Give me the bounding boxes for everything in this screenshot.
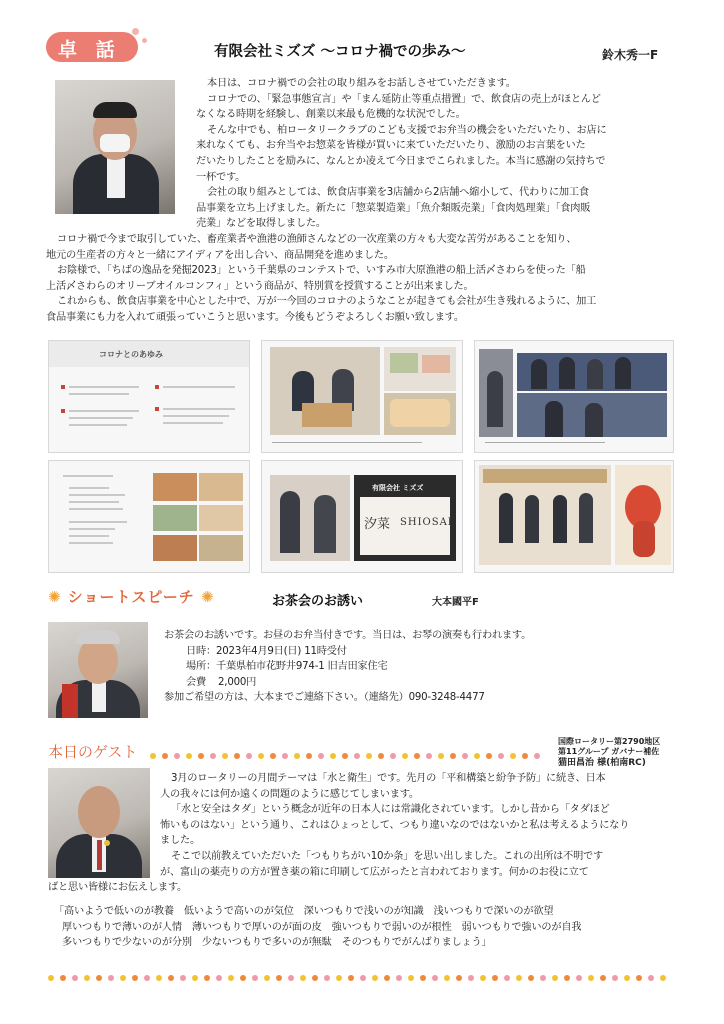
dot: [504, 975, 510, 981]
dot: [534, 753, 540, 759]
dot: [480, 975, 486, 981]
quote-line: 「高いようで低いのが教養 低いようで高いのが気位 深いつもりで浅いのが知識 浅いつもりで深いのが欲望: [54, 906, 554, 917]
dot: [252, 975, 258, 981]
text-line: お茶会のお誘いです。お昼のお弁当付きです。当日は、お琴の演奏も行われます。: [164, 630, 532, 641]
dot: [228, 975, 234, 981]
dot: [624, 975, 630, 981]
dot: [396, 975, 402, 981]
dot: [234, 753, 240, 759]
badge-label: ショートスピーチ: [67, 588, 195, 606]
sparkle-icon: ✺: [194, 588, 215, 606]
fee-value: 2,000円: [218, 676, 257, 688]
guest-role: 第11グループ ガバナー補佐: [558, 747, 660, 756]
dot: [324, 975, 330, 981]
guest-body-tail: [48, 880, 187, 896]
text-line: 売業」などを取得しました。: [196, 218, 326, 230]
dot: [288, 975, 294, 981]
badge-dot: [142, 38, 147, 43]
dot: [144, 975, 150, 981]
decorative-dots: [48, 966, 672, 976]
dot: [474, 753, 480, 759]
dot: [564, 975, 570, 981]
section-badge-short-speech: [48, 586, 215, 607]
contact-line: 参加ご希望の方は、大本までご連絡下さい。（連絡先）090-3248-4477: [164, 692, 485, 704]
place-value: 千葉県柏市花野井974-1 旧吉田家住宅: [215, 661, 388, 673]
slide-thumbnail: [48, 460, 250, 573]
quote-block: [54, 904, 581, 951]
dot: [120, 975, 126, 981]
dot: [270, 753, 276, 759]
dot: [402, 753, 408, 759]
text-line: 一杯です。: [196, 171, 246, 183]
article-body-top: [196, 76, 607, 232]
badge-dot: [132, 28, 139, 35]
text-line: そこで以前教えていただいた「つもりちがい10か条」を思い出しました。これの出所は不明です: [171, 850, 604, 862]
dot: [492, 975, 498, 981]
dot: [210, 753, 216, 759]
dot: [198, 753, 204, 759]
dot: [156, 975, 162, 981]
speaker-photo: [48, 622, 148, 718]
text-line: なくなる時期を経験し、創業以来最も危機的な状況でした。: [196, 109, 466, 121]
dot: [96, 975, 102, 981]
text-line: だいたりしたことを励みに、なんとか凌えて今日までこられました。本当に感謝の気持ちで: [196, 155, 606, 167]
article-title: 有限会社ミズズ ～コロナ禍での歩み～: [214, 44, 466, 60]
slide-thumbnail: [48, 340, 250, 453]
speaker-name: 鈴木秀一F: [602, 48, 659, 62]
speech-body: [164, 628, 531, 706]
slide-company-name: 有限会社 ミズズ: [372, 484, 424, 492]
dot: [330, 753, 336, 759]
dot: [336, 975, 342, 981]
dot: [306, 753, 312, 759]
text-line: 本日は、コロナ禍での会社の取り組みをお話しさせていただきます。: [207, 78, 516, 89]
quote-line: 多いつもりで少ないのが分別 少ないつもりで多いのが無駄 そのつもりでがんばりましょう」: [62, 937, 492, 949]
text-line: 「水と安全はタダ」という概念が近年の日本人には常識化されています。しかし昔から「タダほど: [171, 804, 610, 816]
dot: [60, 975, 66, 981]
dot: [522, 753, 528, 759]
text-line: コロナでの、「緊急事態宣言」や「まん延防止等重点措置」で、飲食店の売上がほとんど: [207, 93, 601, 105]
dot: [294, 753, 300, 759]
slide-thumbnail: [261, 460, 463, 573]
dot: [576, 975, 582, 981]
text-line: が、富山の薬売りの方が置き薬の箱に印刷して広がったと言われております。何かのお役に立て: [160, 866, 589, 878]
dot: [360, 975, 366, 981]
dot: [216, 975, 222, 981]
dot: [426, 753, 432, 759]
dot: [420, 975, 426, 981]
fee-label: 会費: [186, 676, 206, 688]
slide-logo-sub: 汐菜: [364, 517, 391, 532]
slide-thumbnail: [474, 460, 674, 573]
dot: [204, 975, 210, 981]
dot: [240, 975, 246, 981]
dot: [432, 975, 438, 981]
dot: [72, 975, 78, 981]
guest-district: 国際ロータリー第2790地区: [558, 737, 661, 746]
dot: [540, 975, 546, 981]
guest-name: 猫田昌治 様(柏南RC): [558, 758, 646, 768]
dot: [282, 753, 288, 759]
text-line: 来れなくても、お弁当やお惣菜を皆様が買いに来ていただいたり、激励のお言葉をいた: [196, 140, 586, 152]
text-line: ばと思い皆様にお伝えします。: [48, 882, 188, 893]
text-line: 地元の生産者の方々と一緒にアイディアを出し合い、商品開発を進めました。: [46, 249, 394, 261]
guest-photo: [48, 768, 150, 878]
dot: [636, 975, 642, 981]
text-line: 3月のロータリーの月間テーマは「水と衛生」です。先月の「平和構築と紛争予防」に続き、日本: [171, 773, 606, 784]
dot: [498, 753, 504, 759]
dot: [660, 975, 666, 981]
dot: [354, 753, 360, 759]
text-line: 会社の取り組みとしては、飲食店事業を3店舗から2店舗へ縮小して、代わりに加工食: [207, 187, 589, 199]
speaker-photo: [55, 80, 175, 214]
text-line: ました。: [160, 835, 200, 847]
text-line: これからも、飲食店事業を中心とした中で、万が一今回のコロナのようなことが起きても会社が生き残れるように、加工: [57, 296, 597, 308]
dot: [612, 975, 618, 981]
dot: [300, 975, 306, 981]
speech-title: お茶会のお誘い: [272, 594, 364, 609]
guest-credentials: [558, 737, 660, 768]
dot: [222, 753, 228, 759]
dot: [150, 753, 156, 759]
dot: [246, 753, 252, 759]
dot: [372, 975, 378, 981]
section-badge-guest: 本日のゲスト: [48, 743, 138, 761]
dot: [408, 975, 414, 981]
date-value: 2023年4月9日(日) 11時受付: [215, 645, 347, 657]
slide-thumbnail: [474, 340, 674, 453]
dot: [264, 975, 270, 981]
dot: [258, 753, 264, 759]
dot: [444, 975, 450, 981]
text-line: コロナ禍で今まで取引していた、畜産業者や漁港の漁師さんなどの一次産業の方々も大変な苦労があることを知り、: [57, 234, 577, 245]
dot: [276, 975, 282, 981]
dot: [180, 975, 186, 981]
dot: [510, 753, 516, 759]
dot: [384, 975, 390, 981]
dot: [168, 975, 174, 981]
text-line: 怖いものはない」という通り、これはひょっとして、つもり違いなのではないかと私は考えるようになり: [160, 819, 630, 831]
sparkle-icon: ✺: [48, 588, 68, 606]
text-line: 上活〆さわらのオリーブオイルコンフィ」という商品が、特別賞を授賞することが出来ました。: [46, 280, 474, 292]
dot: [108, 975, 114, 981]
speaker-name: 大本國平F: [432, 597, 479, 608]
section-badge-takuwa: [46, 32, 138, 62]
slide-thumbnail: [261, 340, 463, 453]
dot: [342, 753, 348, 759]
dot: [600, 975, 606, 981]
dot: [348, 975, 354, 981]
dot: [174, 753, 180, 759]
dot: [516, 975, 522, 981]
dot: [528, 975, 534, 981]
slide-logo: SHIOSAI: [400, 517, 453, 528]
place-label: 場所：: [186, 661, 216, 673]
text-line: 食品事業にも力を入れて頑張っていこうと思います。今後もどうぞよろしくお願い致します。: [46, 311, 464, 323]
dot: [462, 753, 468, 759]
article-body-bottom: [46, 232, 596, 326]
dot: [450, 753, 456, 759]
dot: [312, 975, 318, 981]
dot: [486, 753, 492, 759]
dot: [162, 753, 168, 759]
date-label: 日時：: [186, 645, 216, 657]
text-line: そんな中でも、柏ロータリークラブのこども支援でお弁当の機会をいただいたり、お店に: [207, 124, 607, 136]
dot: [84, 975, 90, 981]
guest-body: [160, 771, 629, 880]
dot: [186, 753, 192, 759]
dot: [438, 753, 444, 759]
dot: [132, 975, 138, 981]
dot: [192, 975, 198, 981]
dot: [48, 975, 54, 981]
slide-title: コロナとのあゆみ: [99, 350, 163, 359]
text-line: 人の我々には何か遠くの問題のように感じてしまいます。: [160, 788, 419, 800]
text-line: 品事業を立ち上げました。新たに「惣菜製造業」「魚介類販売業」「食肉処理業」「食肉販: [196, 202, 591, 214]
dot: [588, 975, 594, 981]
dot: [318, 753, 324, 759]
dot: [414, 753, 420, 759]
dot: [390, 753, 396, 759]
dot: [366, 753, 372, 759]
quote-line: 厚いつもりで薄いのが人情 薄いつもりで厚いのが面の皮 強いつもりで弱いのが根性 弱いつもりで強いのが自我: [62, 921, 582, 933]
text-line: お陰様で、「ちばの逸品を発掘2023」という千葉県のコンテストで、いすみ市大原漁港の船上活〆さわらを使った「船: [57, 265, 586, 277]
dot: [468, 975, 474, 981]
dot: [456, 975, 462, 981]
dot: [552, 975, 558, 981]
decorative-dots: [150, 744, 546, 754]
badge-label: 卓 話: [58, 39, 121, 61]
dot: [648, 975, 654, 981]
dot: [378, 753, 384, 759]
